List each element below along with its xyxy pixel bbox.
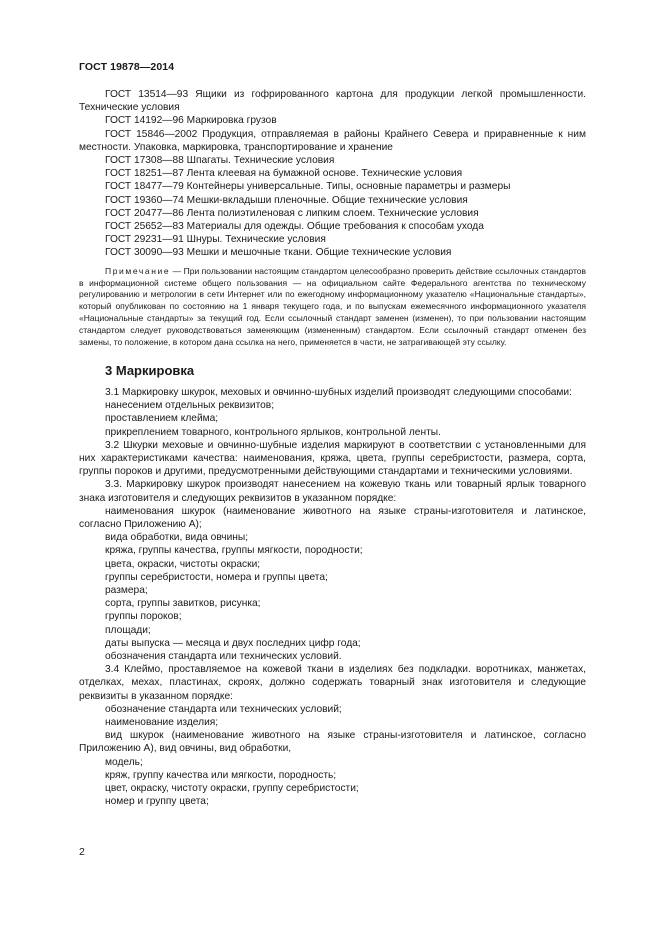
reference-item: ГОСТ 18477—79 Контейнеры универсальные. Типы, основные параметры и размеры	[105, 181, 511, 193]
reference-note	[79, 266, 586, 349]
normative-references-list	[79, 88, 586, 260]
section-heading: 3 Маркировка	[105, 362, 195, 378]
paragraph: нанесением отдельных реквизитов;	[105, 400, 275, 412]
paragraph: 3.1 Маркировку шкурок, меховых и овчинно-шубных изделий производят следующими способами:	[105, 386, 572, 398]
reference-item: ГОСТ 30090—93 Мешки и мешочные ткани. Общие технические условия	[105, 247, 452, 259]
paragraph: наименования шкурок (наименование животного на языке страны-изготовителя и латинское, согласно Приложению А);	[79, 505, 586, 531]
paragraph: прикреплением товарного, контрольного ярлыков, контрольной ленты.	[105, 426, 441, 438]
paragraph: вида обработки, вида овчины;	[105, 532, 249, 544]
note-lead: Примечание	[105, 265, 171, 276]
paragraph: цвет, окраску, чистоту окраски, группу серебристости;	[105, 783, 359, 795]
reference-item: ГОСТ 29231—91 Шнуры. Технические условия	[105, 234, 326, 246]
reference-item: ГОСТ 13514—93 Ящики из гофрированного картона для продукции легкой промышленности. Технические условия	[79, 89, 586, 114]
paragraph: проставлением клейма;	[105, 413, 219, 425]
paragraph: 3.4 Клеймо, проставляемое на кожевой ткани в изделиях без подкладки. воротниках, манжетах, отделках, мехах, пластинах, скроях, должно содержать товарный знак изготовителя и следующие реквизиты в указанном порядке:	[79, 664, 586, 702]
paragraph: группы пороков;	[105, 611, 182, 623]
reference-item: ГОСТ 17308—88 Шпагаты. Технические условия	[105, 155, 335, 167]
paragraph: цвета, окраски, чистоты окраски;	[105, 558, 261, 570]
note-text: — При пользовании настоящим стандартом целесообразно проверить действие ссылочных стандартов в информационной системе общего пользования — на официальном сайте Федерального агентства по техническому регулированию и метрологии в сети Интернет или по ежегодному информационному указателю «Национальные стандарты», который опубликован по состоянию на 1 января текущего года, и по выпускам ежемесячного информационного указателя «Национальные стандарты» за текущий год. Если ссылочный стандарт заменен (изменен), то при пользовании настоящим стандартом следует руководствоваться заменяющим (измененным) стандартом. Если ссылочный стандарт отменен без замены, то положение, в котором дана ссылка на него, применяется в части, не затрагивающей эту ссылку.	[79, 265, 586, 348]
reference-item: ГОСТ 20477—86 Лента полиэтиленовая с липким слоем. Технические условия	[105, 207, 479, 219]
reference-item: ГОСТ 15846—2002 Продукция, отправляемая в районы Крайнего Севера и приравненные к ним местности. Упаковка, маркировка, транспортирование и хранение	[79, 128, 586, 153]
paragraph: 3.3. Маркировку шкурок производят нанесением на кожевую ткань или товарный ярлык товарного знака изготовителя и следующих реквизитов в указанном порядке:	[79, 479, 586, 504]
paragraph: обозначение стандарта или технических условий;	[105, 703, 342, 715]
document-body	[79, 88, 586, 808]
paragraph: группы серебристости, номера и группы цвета;	[105, 571, 328, 583]
paragraph: 3.2 Шкурки меховые и овчинно-шубные изделия маркируют в соответствии с установленными для них характеристиками качества: наименования, кряжа, цвета, группы серебристости, размера, сорта, группы пороков и другими, предусмотренными действующими стандартами и техническими условиями.	[79, 439, 586, 478]
paragraph: наименование изделия;	[105, 717, 219, 729]
page-number: 2	[79, 846, 85, 858]
section-content	[79, 386, 586, 809]
paragraph: номер и группу цвета;	[105, 796, 209, 808]
document-header: ГОСТ 19878—2014	[79, 61, 175, 73]
paragraph: площади;	[105, 624, 151, 636]
paragraph: обозначения стандарта или технических условий.	[105, 651, 342, 663]
paragraph: сорта, группы завитков, рисунка;	[105, 598, 261, 610]
paragraph: кряж, группу качества или мягкости, породность;	[105, 769, 337, 781]
reference-item: ГОСТ 14192—96 Маркировка грузов	[105, 115, 277, 127]
reference-item: ГОСТ 25652—83 Материалы для одежды. Общие требования к способам ухода	[105, 221, 484, 233]
reference-item: ГОСТ 19360—74 Мешки-вкладыши пленочные. Общие технические условия	[105, 194, 468, 206]
paragraph: кряжа, группы качества, группы мягкости, породности;	[105, 545, 363, 557]
paragraph: даты выпуска — месяца и двух последних цифр года;	[105, 637, 361, 649]
reference-item: ГОСТ 18251—87 Лента клеевая на бумажной основе. Технические условия	[105, 168, 463, 180]
paragraph: модель;	[105, 756, 143, 768]
paragraph: размера;	[105, 585, 148, 597]
paragraph: вид шкурок (наименование животного на языке страны-изготовителя и латинское, согласно Приложению А), вид овчины, вид обработки,	[79, 730, 586, 755]
